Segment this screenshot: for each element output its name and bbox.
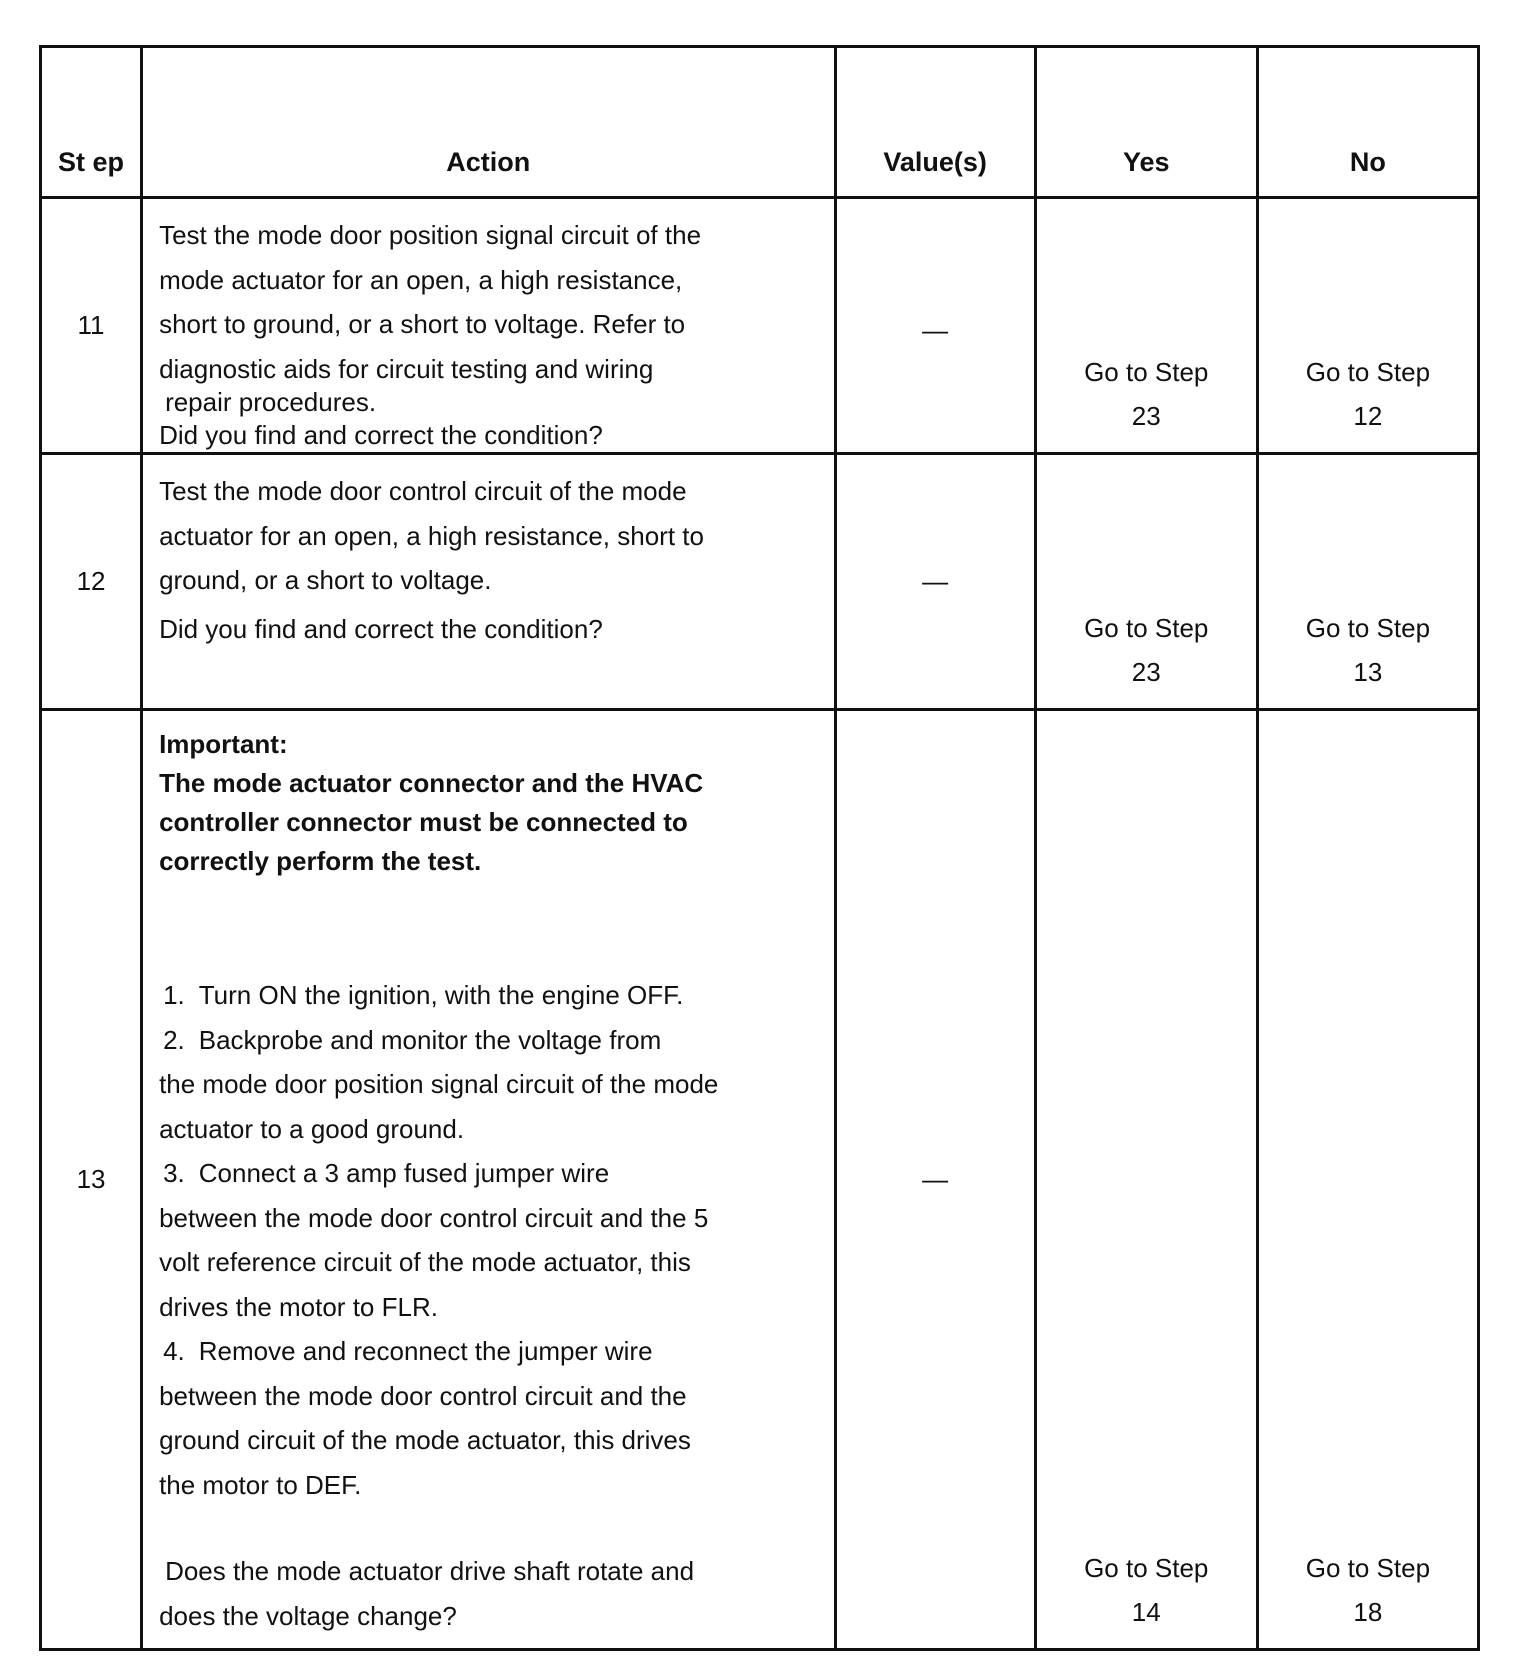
action-question: Does the mode actuator drive shaft rotate and — [165, 1556, 695, 1586]
list-number: 4. — [163, 1336, 185, 1366]
list-text: the mode door position signal circuit of the mode — [159, 1069, 719, 1099]
list-item — [159, 1329, 817, 1374]
list-text: drives the motor to FLR. — [159, 1291, 438, 1322]
important-line: controller connector must be connected to — [159, 807, 688, 837]
no-cell — [1257, 710, 1478, 1650]
list-text: ground circuit of the mode actuator, this drives — [159, 1425, 691, 1455]
table-row — [41, 710, 1479, 1650]
header-no: No — [1257, 47, 1478, 198]
value-dash: — — [922, 1164, 949, 1194]
value-dash: — — [922, 315, 949, 345]
list-text: actuator to a good ground. — [159, 1113, 465, 1144]
list-number: 3. — [163, 1158, 185, 1188]
yes-cell — [1035, 198, 1257, 454]
action-line: Test the mode door control circuit of the mode — [159, 476, 687, 506]
list-text: between the mode door control circuit and the — [159, 1380, 687, 1411]
table-row — [41, 454, 1479, 710]
action-line: repair procedures. — [165, 386, 377, 417]
list-text: Remove and reconnect the jumper wire — [198, 1336, 653, 1366]
value-cell — [835, 710, 1035, 1650]
list-text: between the mode door control circuit and the 5 — [159, 1202, 709, 1233]
action-line: mode actuator for an open, a high resistance, — [159, 264, 683, 295]
important-label: Important: — [159, 729, 288, 759]
header-row — [41, 47, 1479, 198]
list-text: the motor to DEF. — [159, 1469, 362, 1500]
step-number: 11 — [41, 198, 142, 454]
yes-goto: Go to Step 23 — [1084, 613, 1209, 687]
list-text: Turn ON the ignition, with the engine OFF. — [198, 980, 684, 1010]
action-line: actuator for an open, a high resistance, short to — [159, 520, 704, 551]
list-number: 2. — [163, 1024, 185, 1055]
action-cell — [142, 198, 835, 454]
header-values: Value(s) — [835, 47, 1035, 198]
list-item — [159, 1018, 817, 1063]
action-line: short to ground, or a short to voltage. Refer to — [159, 309, 686, 339]
action-question: Did you find and correct the condition? — [159, 613, 603, 644]
no-goto: Go to Step 12 — [1305, 357, 1431, 431]
important-line: The mode actuator connector and the HVAC — [159, 768, 704, 798]
list-text: volt reference circuit of the mode actuator, this — [159, 1247, 691, 1277]
yes-cell — [1035, 710, 1257, 1650]
list-item — [159, 1151, 817, 1196]
action-line: Test the mode door position signal circuit of the — [159, 220, 702, 250]
yes-goto: Go to Step 14 — [1084, 1553, 1209, 1627]
important-line: correctly perform the test. — [159, 846, 482, 876]
header-action: Action — [142, 47, 835, 198]
action-cell — [142, 454, 835, 710]
table-row — [41, 198, 1479, 454]
action-line: diagnostic aids for circuit testing and wiring — [159, 353, 654, 384]
value-dash: — — [922, 566, 949, 596]
action-question: Did you find and correct the condition? — [159, 419, 603, 450]
yes-cell — [1035, 454, 1257, 710]
value-cell — [835, 454, 1035, 710]
list-number: 1. — [163, 980, 185, 1010]
action-question: does the voltage change? — [159, 1600, 457, 1631]
value-cell — [835, 198, 1035, 454]
diagnostic-table — [39, 45, 1480, 1651]
action-line: ground, or a short to voltage. — [159, 565, 492, 595]
list-item — [159, 973, 817, 1018]
header-yes: Yes — [1035, 47, 1257, 198]
no-goto: Go to Step 18 — [1305, 1553, 1431, 1627]
list-text: Backprobe and monitor the voltage from — [198, 1024, 662, 1055]
action-cell — [142, 710, 835, 1650]
yes-goto: Go to Step 23 — [1084, 357, 1209, 431]
header-step — [41, 47, 142, 198]
no-cell — [1257, 454, 1478, 710]
header-step-label: St ep — [58, 147, 125, 177]
list-text: Connect a 3 amp fused jumper wire — [198, 1158, 610, 1188]
step-number: 13 — [41, 710, 142, 1650]
no-goto: Go to Step 13 — [1305, 613, 1431, 687]
no-cell — [1257, 198, 1478, 454]
step-number: 12 — [41, 454, 142, 710]
